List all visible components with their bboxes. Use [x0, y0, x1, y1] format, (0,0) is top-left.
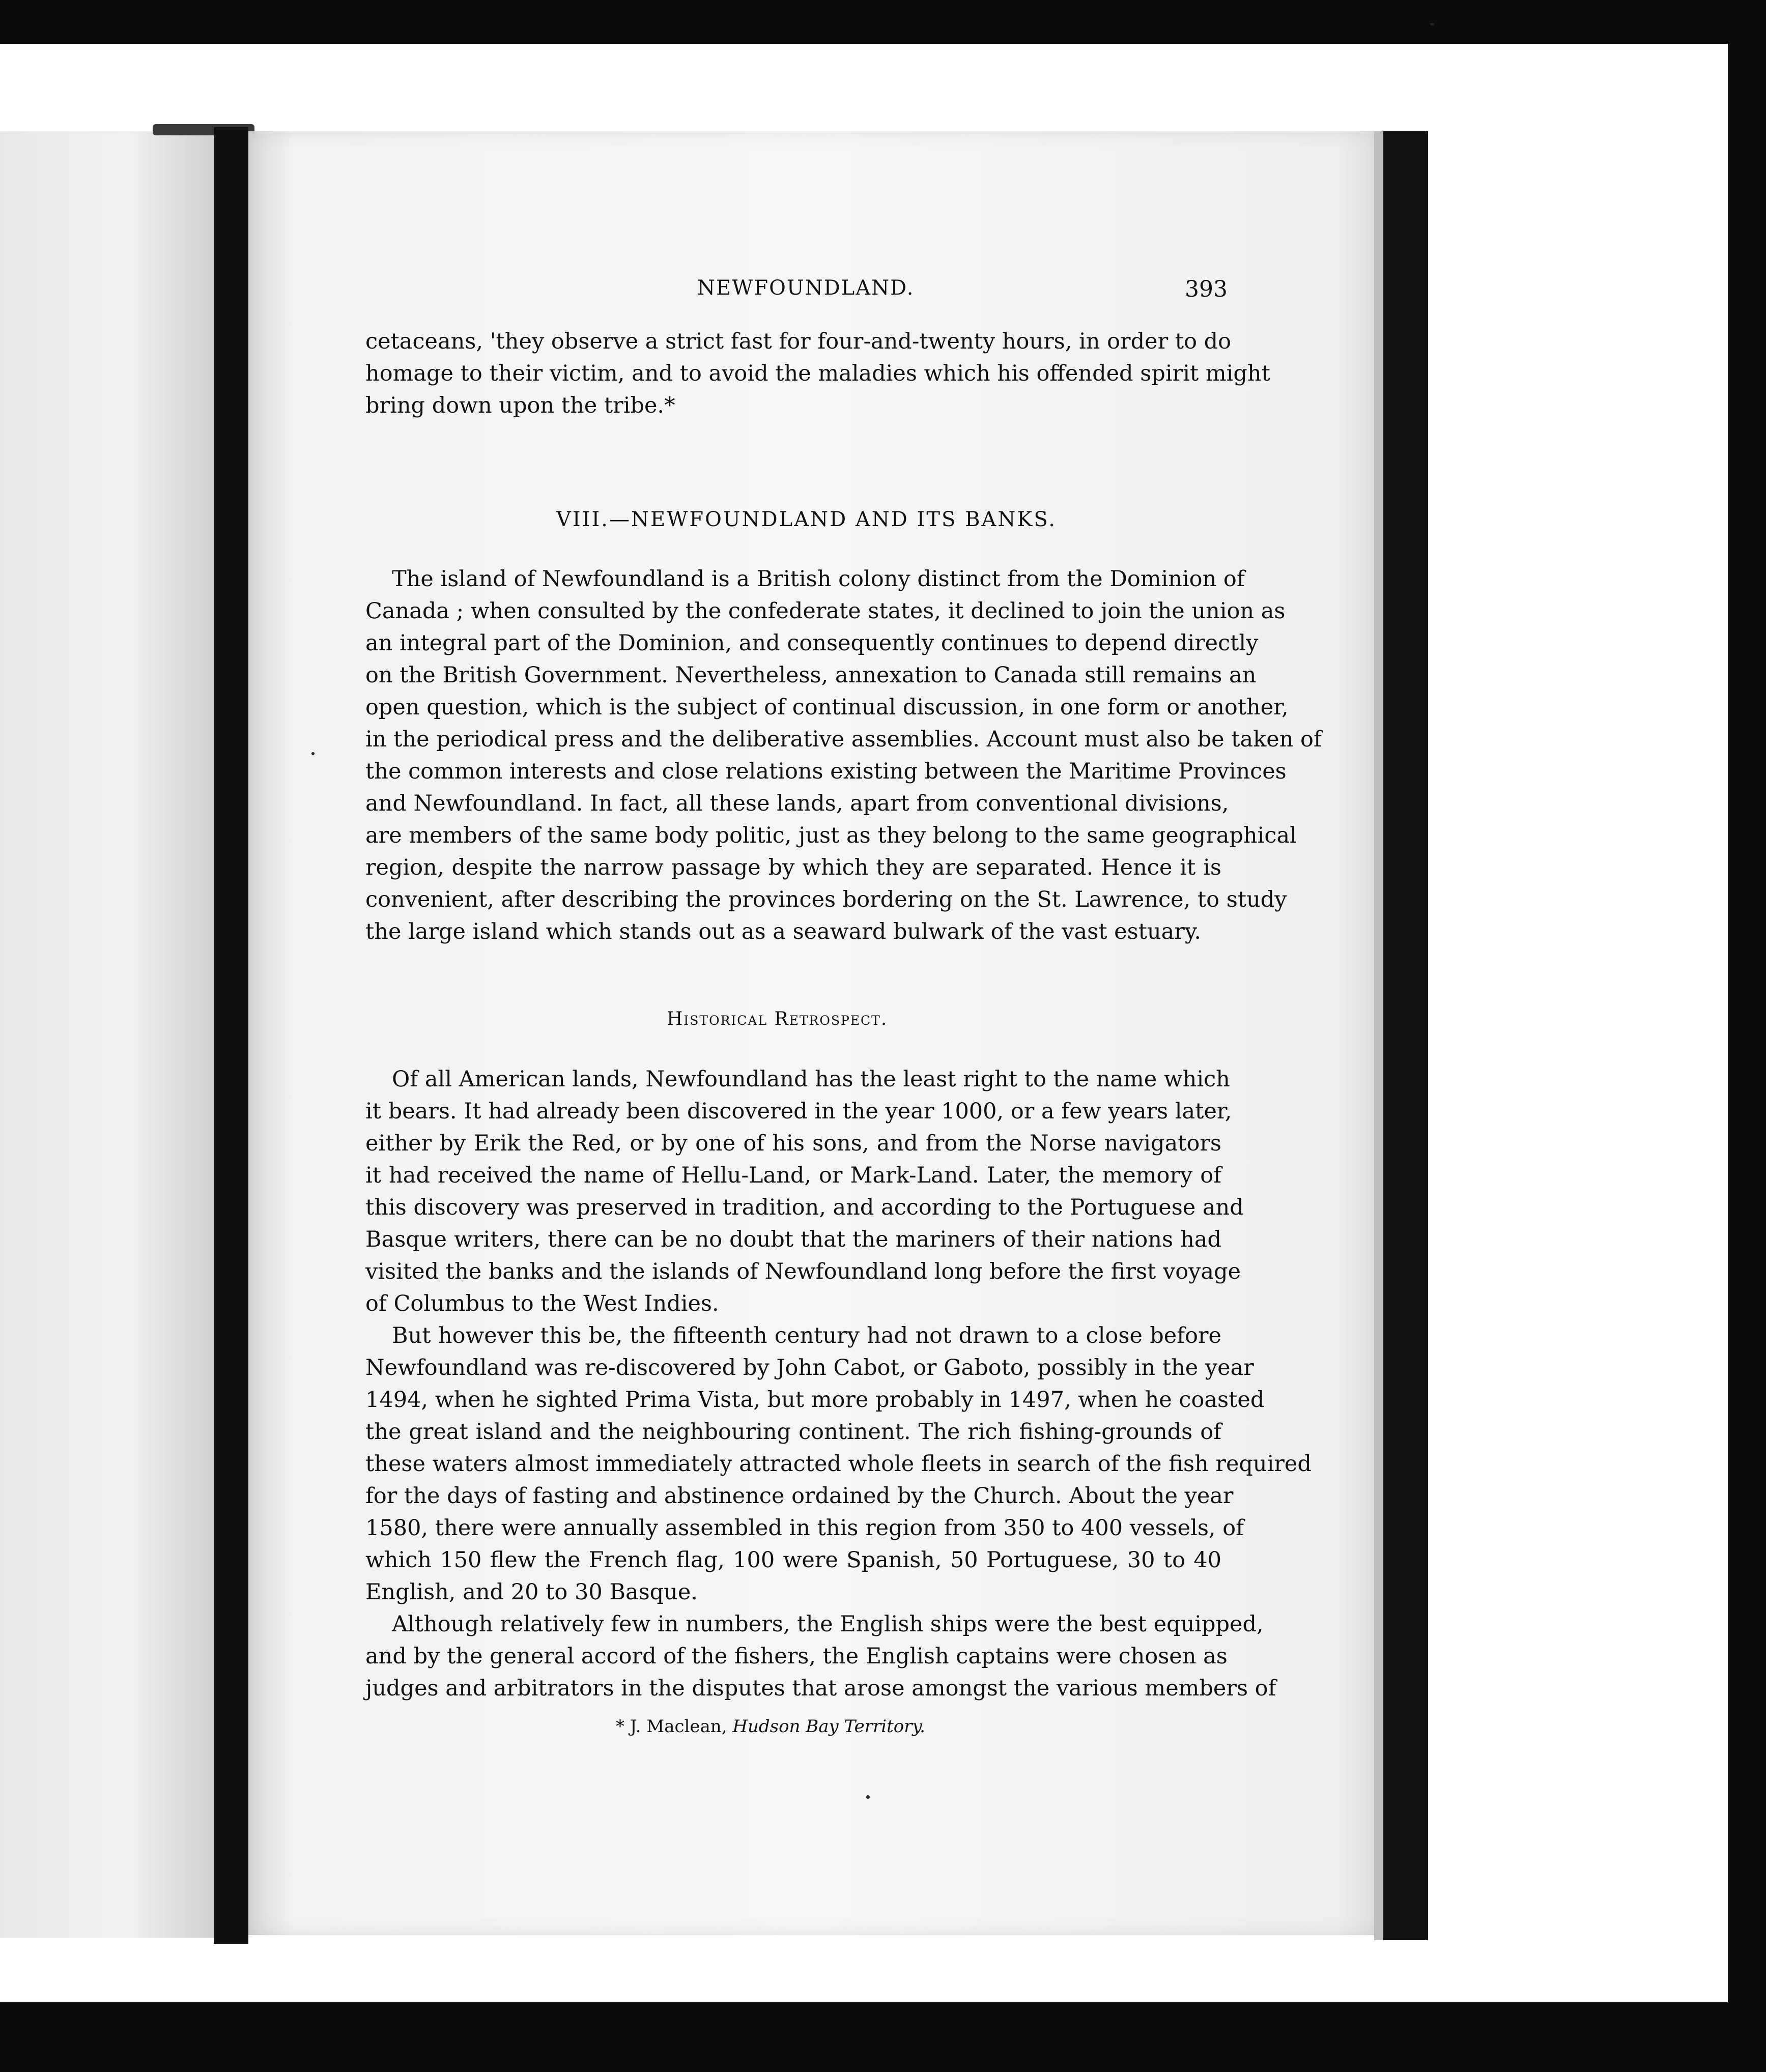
- text-line: and Newfoundland. In fact, all these lands, apart from conventional divisions,: [365, 791, 1229, 816]
- page-number: 393: [1185, 276, 1228, 302]
- running-head: NEWFOUNDLAND.: [697, 276, 915, 300]
- text-line: an integral part of the Dominion, and consequently continues to depend directly: [365, 630, 1259, 656]
- text-line: these waters almost immediately attracted whole fleets in search of the fish required: [365, 1451, 1312, 1477]
- scan-speck: [1430, 23, 1434, 25]
- text-line: the common interests and close relations existing between the Maritime Provinces: [365, 759, 1287, 784]
- footnote-author: * J. Maclean,: [616, 1716, 727, 1737]
- text-line: of Columbus to the West Indies.: [365, 1291, 719, 1316]
- text-line: Newfoundland was re-discovered by John Cabot, or Gaboto, possibly in the year: [365, 1355, 1254, 1380]
- text-line: convenient, after describing the provinces bordering on the St. Lawrence, to study: [365, 887, 1287, 912]
- text-line: Canada ; when consulted by the confederate states, it declined to join the union as: [365, 598, 1286, 624]
- text-line: homage to their victim, and to avoid the maladies which his offended spirit might: [365, 361, 1270, 386]
- text-line: Basque writers, there can be no doubt that the mariners of their nations had: [365, 1227, 1221, 1252]
- text-line: Although relatively few in numbers, the English ships were the best equipped,: [392, 1611, 1264, 1637]
- footnote: [616, 1716, 925, 1737]
- scan-speck: [866, 1795, 870, 1799]
- text-line: for the days of fasting and abstinence ordained by the Church. About the year: [365, 1483, 1234, 1509]
- text-line: 1494, when he sighted Prima Vista, but more probably in 1497, when he coasted: [365, 1387, 1265, 1413]
- scan-border-right: [1728, 0, 1766, 2072]
- text-line: region, despite the narrow passage by which they are separated. Hence it is: [365, 855, 1221, 880]
- footnote-work: Hudson Bay Territory.: [732, 1716, 925, 1737]
- text-line: the great island and the neighbouring continent. The rich fishing-grounds of: [365, 1419, 1221, 1445]
- text-line: are members of the same body politic, just as they belong to the same geographical: [365, 823, 1297, 848]
- text-line: on the British Government. Nevertheless, annexation to Canada still remains an: [365, 663, 1257, 688]
- text-line: Of all American lands, Newfoundland has the least right to the name which: [392, 1067, 1230, 1092]
- text-line: this discovery was preserved in tradition, and according to the Portuguese and: [365, 1195, 1244, 1220]
- text-line: judges and arbitrators in the disputes that arose amongst the various members of: [365, 1676, 1276, 1701]
- text-line: 1580, there were annually assembled in this region from 350 to 400 vessels, of: [365, 1515, 1244, 1541]
- text-line: it bears. It had already been discovered in the year 1000, or a few years later,: [365, 1099, 1232, 1124]
- text-line: and by the general accord of the fishers, the English captains were chosen as: [365, 1644, 1228, 1669]
- text-line: visited the banks and the islands of Newfoundland long before the first voyage: [365, 1259, 1241, 1284]
- text-line: which 150 flew the French flag, 100 were Spanish, 50 Portuguese, 30 to 40: [365, 1547, 1221, 1573]
- text-line: cetaceans, 'they observe a strict fast for four-and-twenty hours, in order to do: [365, 329, 1232, 354]
- text-line: But however this be, the fifteenth century had not drawn to a close before: [392, 1323, 1221, 1348]
- chapter-title: VIII.—NEWFOUNDLAND AND ITS BANKS.: [556, 508, 1057, 531]
- text-line: bring down upon the tribe.*: [365, 393, 675, 418]
- text-line: English, and 20 to 30 Basque.: [365, 1579, 698, 1605]
- scan-speck: [311, 752, 315, 755]
- text-line: in the periodical press and the deliberative assemblies. Account must also be taken of: [365, 727, 1322, 752]
- text-line: open question, which is the subject of continual discussion, in one form or another,: [365, 695, 1289, 720]
- text-line: it had received the name of Hellu-Land, or Mark-Land. Later, the memory of: [365, 1163, 1221, 1188]
- page-edge-shadow: [1383, 131, 1428, 1940]
- section-heading: Historical Retrospect.: [667, 1009, 888, 1029]
- book-spine: [214, 127, 248, 1944]
- facing-page-left: [0, 131, 214, 1938]
- text-line: The island of Newfoundland is a British colony distinct from the Dominion of: [392, 566, 1245, 592]
- text-line: the large island which stands out as a seaward bulwark of the vast estuary.: [365, 919, 1202, 944]
- scan-border-top: [0, 0, 1766, 44]
- text-line: either by Erik the Red, or by one of his sons, and from the Norse navigators: [365, 1131, 1221, 1156]
- scan-border-bottom: [0, 2002, 1766, 2072]
